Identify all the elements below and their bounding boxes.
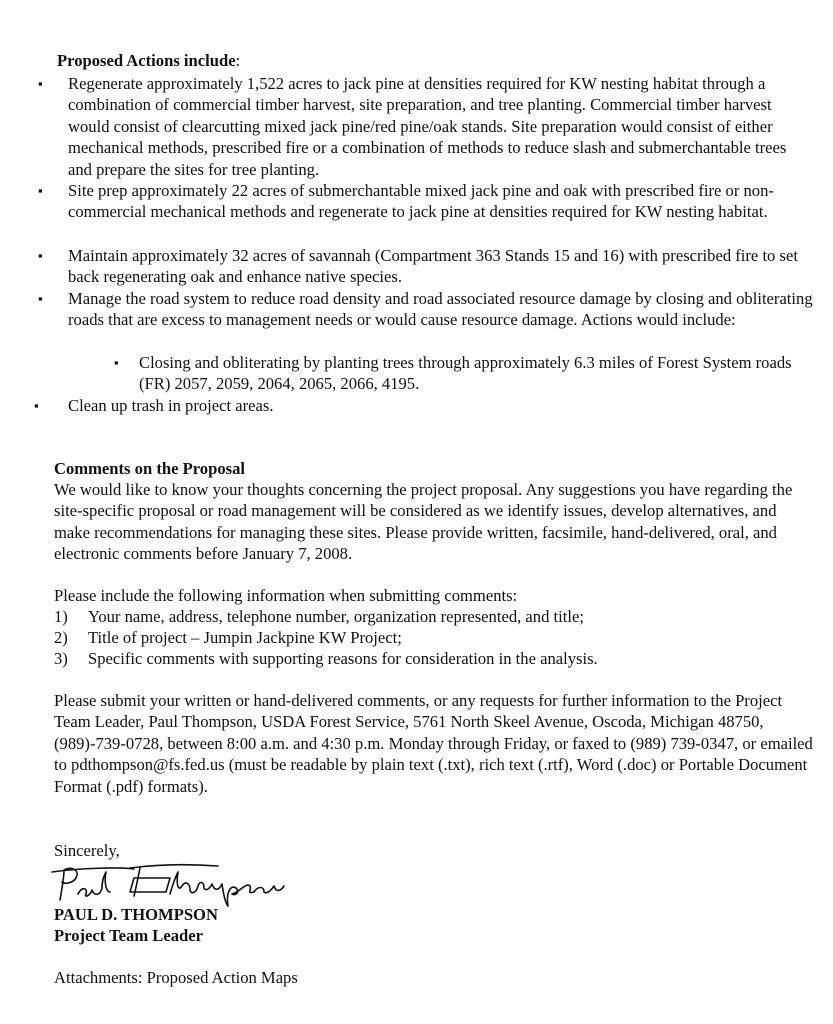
comments-body: We would like to know your thoughts concerning the project proposal. Any suggestions you have regarding the site-specific proposal or road management will be considered as we identify issues, develop alternatives, and make recommendations for managing these sites. Please provide written, facsimile, hand-delivered, oral, and electronic comments before January 7, 2008.	[54, 480, 793, 564]
numbered-item: Specific comments with supporting reasons for consideration in the analysis.	[88, 649, 598, 668]
sincerely-text: Sincerely,	[54, 841, 120, 860]
include-intro: Please include the following information when submitting comments:	[54, 586, 518, 605]
sub-bullet-icon: ▪	[114, 355, 119, 370]
bullet-icon: ▪	[38, 248, 43, 263]
bullet-icon: ▪	[38, 76, 43, 91]
list-item: Regenerate approximately 1,522 acres to jack pine at densities required for KW nesting habitat through a combination of commercial timber harvest, site preparation, and tree planting. Commercial timber harvest would consist of clearcutting mixed jack pine/red pine/oak stands. Site preparation would consist of either mechanical methods, prescribed fire or a combination of methods to reduce slash and submerchantable trees and prepare the sites for tree planting.	[68, 74, 787, 179]
list-item: Manage the road system to reduce road density and road associated resource damage by closing and obliterating roads that are excess to management needs or would cause resource damage. Actions would include:	[68, 289, 813, 330]
comments-heading: Comments on the Proposal	[54, 459, 245, 478]
handwritten-signature	[50, 858, 310, 908]
heading-colon: :	[235, 51, 241, 70]
heading-bold-text: Proposed Actions include	[57, 51, 236, 70]
signer-title: Project Team Leader	[54, 926, 203, 945]
list-number: 3)	[54, 649, 68, 668]
list-item: Site prep approximately 22 acres of submerchantable mixed jack pine and oak with prescribed fire or non-commercial mechanical methods and regenerate to jack pine at densities required for KW nesting habitat.	[68, 181, 774, 222]
attachments-line: Attachments: Proposed Action Maps	[54, 968, 298, 987]
numbered-item: Your name, address, telephone number, organization represented, and title;	[88, 607, 584, 626]
list-number: 2)	[54, 628, 68, 647]
proposed-actions-heading	[57, 50, 240, 71]
sub-list-item: Closing and obliterating by planting trees through approximately 6.3 miles of Forest System roads (FR) 2057, 2059, 2064, 2065, 2066, 4195.	[139, 353, 792, 394]
list-item: Clean up trash in project areas.	[68, 396, 274, 415]
bullet-icon: ▪	[34, 398, 39, 413]
list-item: Maintain approximately 32 acres of savannah (Compartment 363 Stands 15 and 16) with prescribed fire to set back regenerating oak and enhance native species.	[68, 246, 798, 287]
submit-paragraph: Please submit your written or hand-delivered comments, or any requests for further information to the Project Team Leader, Paul Thompson, USDA Forest Service, 5761 North Skeel Avenue, Oscoda, Michigan 48750, (989)-739-0728, between 8:00 a.m. and 4:30 p.m. Monday through Friday, or faxed to (989) 739-0347, or emailed to pdthompson@fs.fed.us (must be readable by plain text (.txt), rich text (.rtf), Word (.doc) or Portable Document Format (.pdf) formats).	[54, 691, 813, 796]
list-number: 1)	[54, 607, 68, 626]
signer-name: PAUL D. THOMPSON	[54, 905, 218, 924]
numbered-item: Title of project – Jumpin Jackpine KW Project;	[88, 628, 402, 647]
bullet-icon: ▪	[38, 291, 43, 306]
bullet-icon: ▪	[38, 183, 43, 198]
